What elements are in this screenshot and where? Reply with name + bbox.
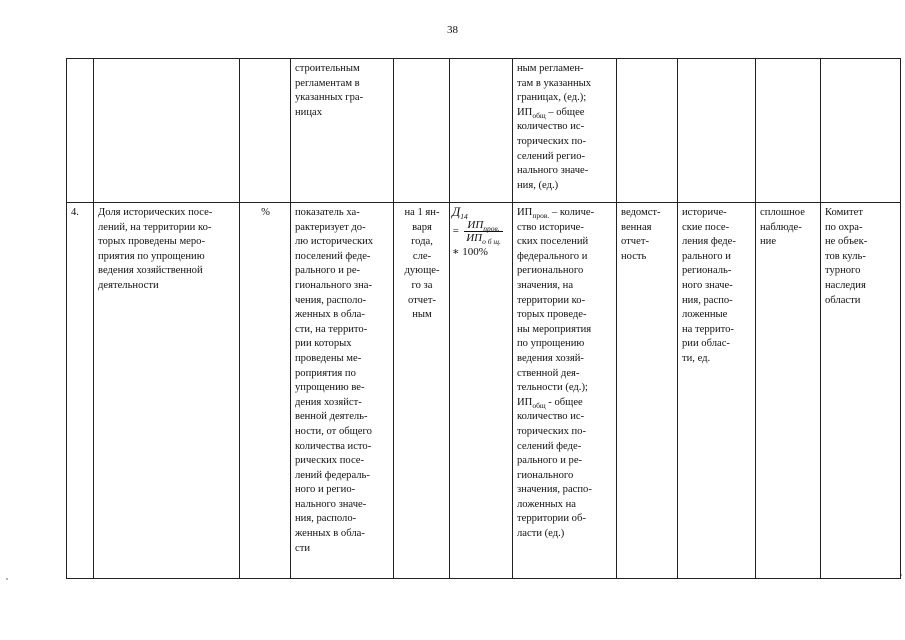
formula-equals: = (452, 225, 460, 238)
cell-number: 4. (67, 203, 94, 579)
cell-definition: строительным регламентам в указанных гра- ницах (291, 59, 394, 203)
var-prov-label: ИП (517, 207, 533, 218)
cell-unit (240, 59, 291, 203)
cell-definition: показатель ха- рактеризует до- лю исторических поселений феде- рального и ре- гионального зна- чения, располо- женных в обла- сти, на террито- рии которых проведены ме- роприятия по упрощению ве- дения хозяйст- венной деятель- ности, от общего количества исто- рических посе- лений федераль- ного и регио- нального значе- ния, располо- женных в обла- сти (291, 203, 394, 579)
cell-number (67, 59, 94, 203)
cell-method (756, 59, 821, 203)
cell-method: сплошное наблюде- ние (756, 203, 821, 579)
cell-timing: на 1 ян- варя года, сле- дующе- го за отчет- ным (394, 203, 450, 579)
formula-multiplier: ∗ 100% (452, 246, 488, 258)
formula-denominator (464, 232, 503, 247)
var-general-sub: общ (532, 400, 546, 410)
formula-numerator-sub: пров. (483, 224, 500, 234)
cell-variables (513, 203, 617, 579)
var-general-label: ИП (517, 396, 533, 408)
formula-numerator (464, 219, 503, 232)
scan-artifact (6, 578, 8, 580)
cell-responsible (821, 59, 901, 203)
formula-lhs-sub: 14 (460, 212, 468, 222)
var-general-sub: общ (532, 110, 546, 120)
cell-timing (394, 59, 450, 203)
indicator-table (66, 58, 901, 579)
table-row (67, 59, 901, 203)
cell-responsible: Комитет по охра- не объек- тов куль- турного наследия области (821, 203, 901, 579)
table-row (67, 203, 901, 579)
var-general-label: ИП (517, 106, 533, 118)
cell-indicator-name: Доля исторических посе- лений, на территории ко- торых проведены меро- приятия по упрощению ведения хозяйственной деятельности (94, 203, 240, 579)
var-general-text: - общее количество ис- торических по- селений феде- рального и ре- гионального значения, распо- ложенных на территории об- ласти (ед.) (517, 396, 592, 540)
cell-formula (450, 203, 513, 579)
cell-object (678, 59, 756, 203)
cell-object: историче- ские посе- ления феде- рального и региональ- ного значе- ния, распо- ложенные на террито- рии облас- ти, ед. (678, 203, 756, 579)
cell-formula (450, 59, 513, 203)
var-prov-text: – количе- ство историче- ских поселений федерального и регионального значения, на территории ко- торых проведе- ны мероприятия по упрощению ведения хозяй- ственной дея- тельности (ед.); (517, 207, 595, 394)
formula-lhs: Д (452, 204, 461, 219)
cell-unit: % (240, 203, 291, 579)
var-general-text: – общее количество ис- торических по- селений регио- нального значе- ния, (ед.) (517, 106, 589, 191)
formula-denominator-text: ИП (466, 232, 483, 244)
formula-denominator-sub: о б щ. (482, 237, 501, 247)
page-number: 38 (447, 24, 458, 36)
variables-text: ным регламен- там в указанных границах, (ед.); (517, 63, 592, 104)
formula-fraction (464, 219, 503, 247)
formula-numerator-text: ИП (467, 219, 484, 231)
cell-indicator-name (94, 59, 240, 203)
cell-source: ведомст- венная отчет- ность (617, 203, 678, 579)
cell-variables (513, 59, 617, 203)
cell-source (617, 59, 678, 203)
var-prov-sub: пров. (532, 211, 550, 221)
